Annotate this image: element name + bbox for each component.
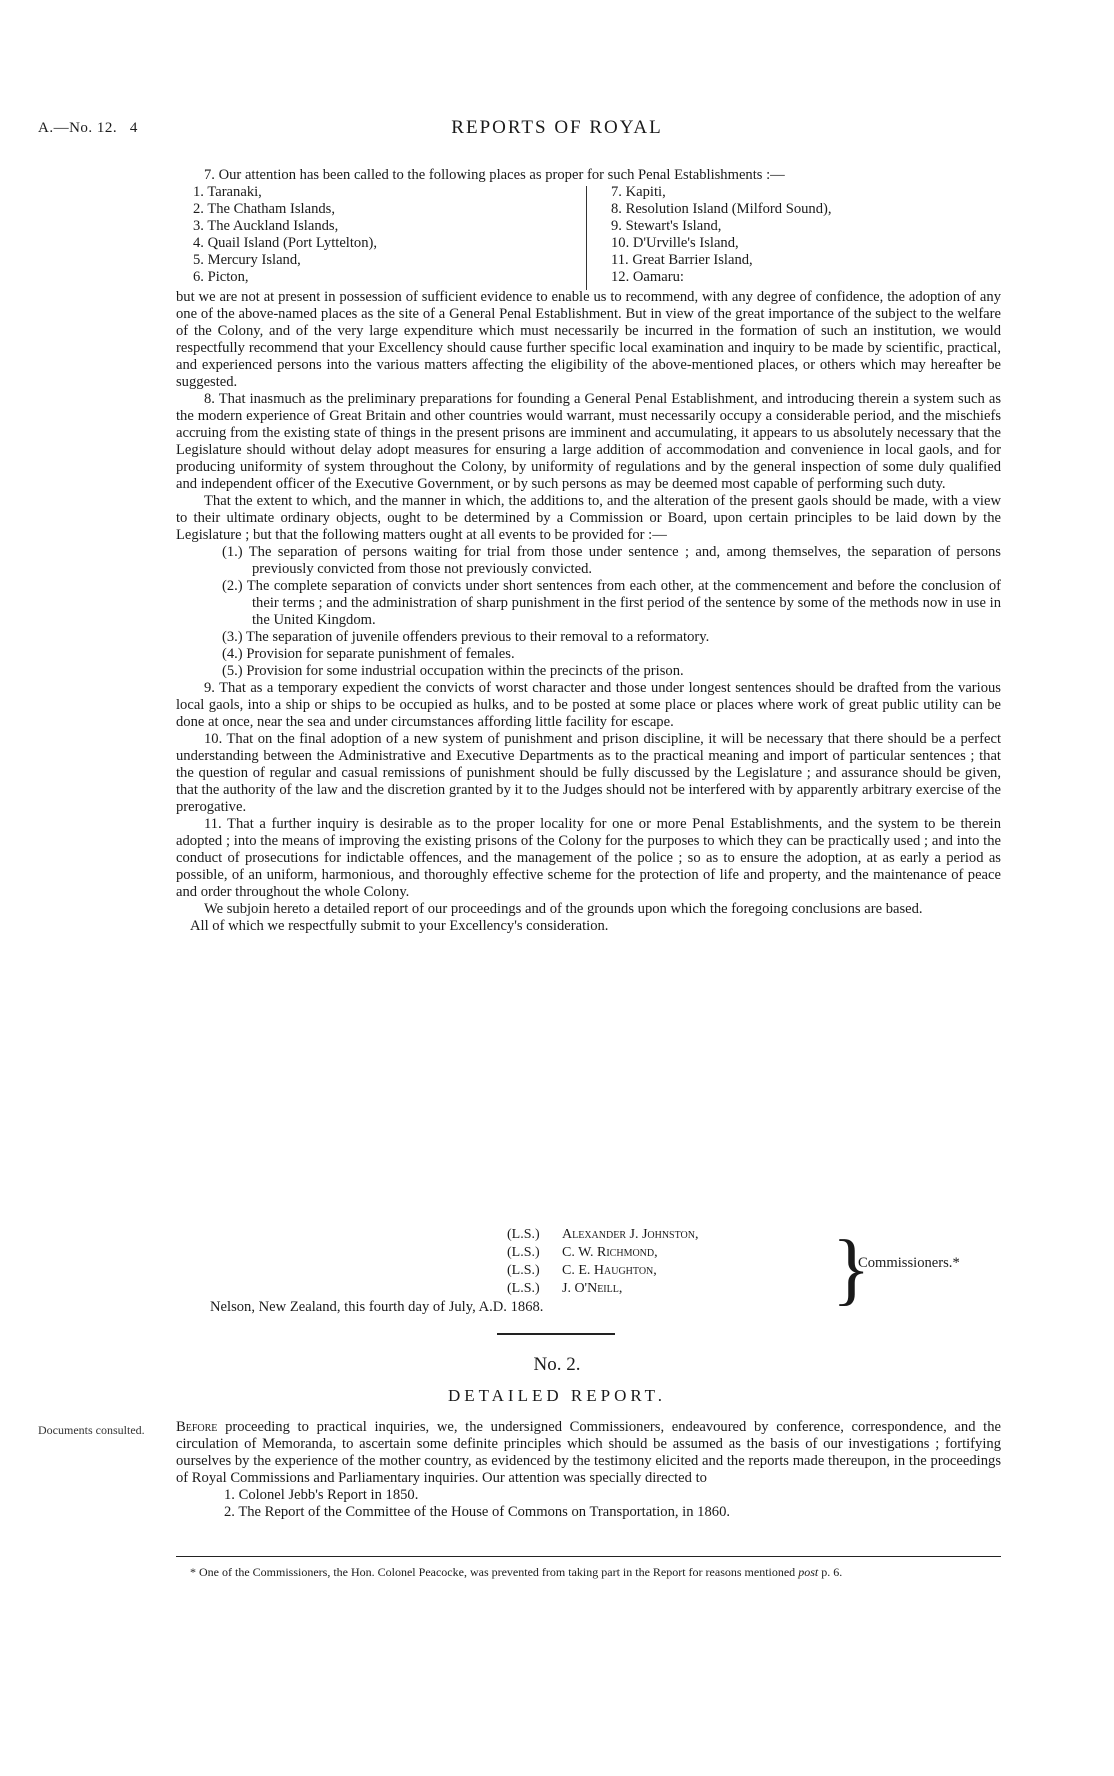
seal-mark: (L.S.) xyxy=(507,1281,540,1296)
seal-mark: (L.S.) xyxy=(507,1227,540,1242)
place-item: 12. Oamaru: xyxy=(611,269,684,285)
place-item: 10. D'Urville's Island, xyxy=(611,235,739,251)
para-8: 8. That inasmuch as the preliminary preparations for founding a General Penal Establishment, and introducing therein a system such as the modern experience of Great Britain and other countries would warrant, must necessarily occupy a considerable period, and the mischiefs accruing from the existing state of things in the present prisons are imminent and accumulating, it appears to us absolutely necessary that the Legislature should without delay adopt measures for ensuring a large addition of accommodation and convenience in local gaols, and for producing uniformity of system throughout the Colony, by uniformity of regulations and by the general inspection of some duly qualified and independent officer of the Executive Government, or by such persons as may be deemed most capable of performing such duty. xyxy=(176,391,1001,492)
provision-item: (5.) Provision for some industrial occupation within the precincts of the prison. xyxy=(222,663,684,679)
place-item: 7. Kapiti, xyxy=(611,184,666,200)
provision-item: (2.) The complete separation of convicts under short sentences from each other, at the commencement and before the conclusion of their terms ; and the administration of sharp punishment in the first period of the sentence by some of the methods now in use in the United Kingdom. xyxy=(222,578,1001,628)
place-item: 4. Quail Island (Port Lyttelton), xyxy=(193,235,378,251)
provision-item: (3.) The separation of juvenile offenders previous to their removal to a reformatory. xyxy=(222,629,710,645)
section-title: DETAILED REPORT. xyxy=(447,1386,667,1405)
report-body xyxy=(176,289,1001,935)
place-item: 3. The Auckland Islands, xyxy=(193,218,339,234)
margin-note: Documents consulted. xyxy=(38,1423,145,1437)
provision-item: (4.) Provision for separate punishment of females. xyxy=(222,646,515,662)
signatory-name: C. E. Haughton, xyxy=(562,1263,657,1278)
para-7-intro: 7. Our attention has been called to the following places as proper for such Penal Establishments :— xyxy=(204,167,785,183)
para-7-continued: but we are not at present in possession of sufficient evidence to enable us to recommend, with any degree of confidence, the adoption of any one of the above-named places as the site of a General Penal Establishment. But in view of the great importance of the subject to the welfare of the Colony, and of the very large expenditure which must necessarily be incurred in the formation of such an institution, we would respectfully recommend that your Excellency should cause further specific local examination and inquiry to be made by scientific, practical, and experienced persons into the various matters affecting the eligibility of the above-mentioned places, or others which may hereafter be suggested. xyxy=(176,289,1001,390)
detailed-report-body xyxy=(176,1419,1001,1521)
signature-block xyxy=(507,1226,699,1298)
place-item: 9. Stewart's Island, xyxy=(611,218,722,234)
footnote: * One of the Commissioners, the Hon. Colonel Peacocke, was prevented from taking part in the Report for reasons mentioned post p. 6. xyxy=(190,1565,843,1579)
para-8-continued: That the extent to which, and the manner in which, the additions to, and the alteration of the present gaols should be made, with a view to their ultimate ordinary objects, ought to be determined by a Commission or Board, upon certain principles to be laid down by the Legislature ; but that the following matters ought at all events to be provided for :— xyxy=(176,493,1001,543)
page-title: REPORTS OF ROYAL xyxy=(451,117,663,138)
place-item: 5. Mercury Island, xyxy=(193,252,301,268)
para-9: 9. That as a temporary expedient the convicts of worst character and those under longest sentences should be drafted from the various local gaols, into a ship or ships to be occupied as hulks, and to be posted at some place or places where work of great public utility can be done at once, near the sea and under circumstances affording little facility for escape. xyxy=(176,680,1001,730)
seal-mark: (L.S.) xyxy=(507,1263,540,1278)
section-number: No. 2. xyxy=(533,1354,581,1375)
document-item: 2. The Report of the Committee of the House of Commons on Transportation, in 1860. xyxy=(224,1504,731,1520)
page-number: 4 xyxy=(129,120,138,136)
detailed-paragraph: proceeding to practical inquiries, we, the undersigned Commissioners, endeavoured by conference, correspondence, and the circulation of Memoranda, to ascertain some definite principles which should be assumed as the basis of our investigations ; fortifying ourselves by the experience of the mother country, as evidenced by the testimony elicited and the reports made thereupon, in the proceedings of Royal Commissions and Parliamentary inquiries. Our attention was specially directed to xyxy=(176,1419,1001,1486)
seal-mark: (L.S.) xyxy=(507,1245,540,1260)
place-item: 1. Taranaki, xyxy=(193,184,262,200)
signatory-name: Alexander J. Johnston, xyxy=(562,1227,699,1242)
footnote-rule xyxy=(176,1556,1001,1557)
para-11: 11. That a further inquiry is desirable as to the proper locality for one or more Penal Establishments, and the system to be therein adopted ; into the means of improving the existing prisons of the Colony for the purposes to which they can be practically used ; and into the conduct of prosecutions for indictable offences, and the management of the police ; so as to ensure the adoption, at as early a period as possible, of an uniform, harmonious, and thoroughly effective scheme for the protection of life and property, and the maintenance of peace and order throughout the whole Colony. xyxy=(176,816,1001,900)
place-item: 6. Picton, xyxy=(193,269,249,285)
signatory-name: J. O'Neill, xyxy=(562,1281,623,1296)
place-item: 8. Resolution Island (Milford Sound), xyxy=(611,201,832,217)
document-item: 1. Colonel Jebb's Report in 1850. xyxy=(224,1487,419,1503)
place-item: 2. The Chatham Islands, xyxy=(193,201,335,217)
dropcap-word: Before xyxy=(176,1419,218,1435)
dateline: Nelson, New Zealand, this fourth day of July, A.D. 1868. xyxy=(210,1299,544,1315)
para-13: All of which we respectfully submit to your Excellency's consideration. xyxy=(190,918,609,934)
para-10: 10. That on the final adoption of a new system of punishment and prison discipline, it will be necessary that there should be a perfect understanding between the Administrative and Executive Departments as to the practical meaning and import of particular sentences ; that the question of regular and casual remissions of punishment should be fully discussed by the Legislature ; and assurance should be given, that the authority of the law and the discretion granted by it to the Judges should not be interfered with by apparently arbitrary exercise of the prerogative. xyxy=(176,731,1001,815)
commissioners-label: Commissioners.* xyxy=(858,1255,960,1271)
section-divider xyxy=(497,1333,615,1335)
provision-item: (1.) The separation of persons waiting for trial from those under sentence ; and, among themselves, the separation of persons previously convicted from those not previously convicted. xyxy=(222,544,1001,577)
para-12: We subjoin hereto a detailed report of our proceedings and of the grounds upon which the foregoing conclusions are based. xyxy=(204,901,923,917)
place-item: 11. Great Barrier Island, xyxy=(611,252,753,268)
signatory-name: C. W. Richmond, xyxy=(562,1245,658,1260)
brace-icon: } xyxy=(832,1225,871,1313)
column-divider xyxy=(586,186,587,290)
document-reference: A.—No. 12. 4 xyxy=(38,120,138,136)
